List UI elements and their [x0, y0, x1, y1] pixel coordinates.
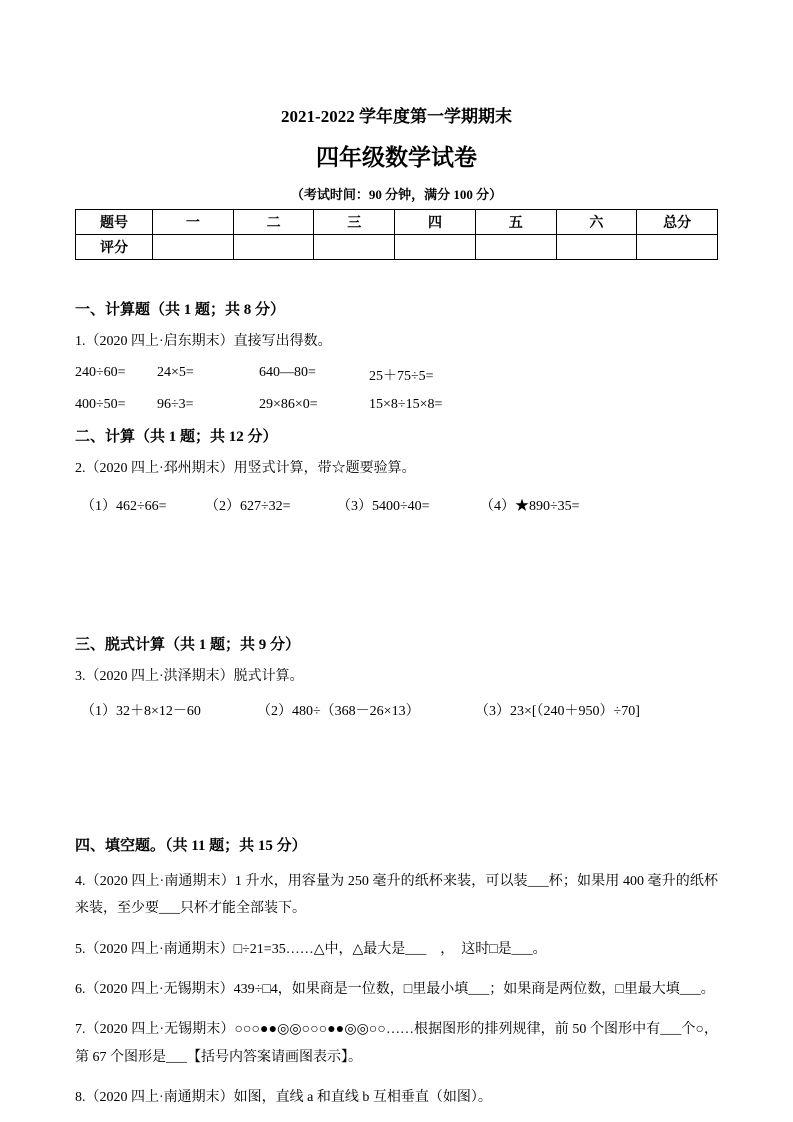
math-expression: 29×86×0=: [259, 396, 318, 412]
math-expression: 15×8÷15×8=: [369, 396, 443, 412]
score-table-header-cell: 二: [233, 210, 314, 235]
score-table-header-cell: 三: [314, 210, 395, 235]
vertical-calc-problems: [75, 495, 718, 515]
score-table-header-cell: 五: [475, 210, 556, 235]
exam-time-info: （考试时间：90 分钟，满分 100 分）: [290, 187, 503, 202]
question8-text: 8.（2020 四上·南通期末）如图，直线 a 和直线 b 互相垂直（如图）。: [75, 1089, 492, 1105]
math-problem: （1）462÷66=: [81, 499, 167, 515]
exam-title-line2: 四年级数学试卷: [316, 145, 477, 170]
score-table-header-cell: 一: [153, 210, 234, 235]
question6-text: 6.（2020 四上·无锡期末）439÷□4，如果商是一位数，□里最小填___；如果商是两位数，□里最大填___。: [75, 981, 715, 997]
math-problem: （1）32＋8×12－60: [81, 704, 201, 720]
question7-text: 7.（2020 四上·无锡期末）○○○●●◎◎○○○●●◎◎○○……根据图形的排列规律，前 50 个图形中有___个○，第 67 个图形是___【括号内答案请画图表示】。: [75, 1022, 718, 1065]
section4-heading: 四、填空题。（共 11 题；共 15 分）: [75, 838, 307, 855]
score-table-header-cell: 题号: [76, 210, 153, 235]
oral-calc-row-1: [75, 365, 718, 385]
math-problem: （3）23×[（240＋950）÷70]: [475, 704, 640, 720]
math-expression: 640—80=: [259, 364, 316, 380]
score-table-header-cell: 六: [556, 210, 637, 235]
math-expression: 240÷60=: [75, 364, 126, 380]
score-row-label: 评分: [76, 235, 153, 260]
math-expression: 400÷50=: [75, 396, 126, 412]
score-cell-empty: [556, 235, 637, 260]
math-problem: （2）480÷（368－26×13）: [257, 704, 420, 720]
step-calc-problems: [75, 700, 718, 720]
math-expression: 25＋75÷5=: [369, 368, 434, 384]
question2-label: 2.（2020 四上·邳州期末）用竖式计算，带☆题要验算。: [75, 460, 416, 476]
score-cell-empty: [637, 235, 718, 260]
score-table-score-row: [76, 235, 718, 260]
section1-heading: 一、计算题（共 1 题；共 8 分）: [75, 302, 286, 318]
score-table-header-row: [76, 210, 718, 235]
score-cell-empty: [233, 235, 314, 260]
math-problem: （3）5400÷40=: [337, 499, 430, 515]
oral-calc-row-2: [75, 397, 718, 413]
question1-label: 1.（2020 四上·启东期末）直接写出得数。: [75, 334, 332, 349]
score-table: [75, 209, 718, 260]
math-expression: 96÷3=: [157, 396, 194, 412]
score-cell-empty: [314, 235, 395, 260]
section2-heading: 二、计算（共 1 题；共 12 分）: [75, 428, 278, 445]
math-problem: （4）★890÷35=: [480, 499, 580, 515]
score-cell-empty: [395, 235, 476, 260]
score-cell-empty: [153, 235, 234, 260]
working-space: [75, 720, 718, 824]
working-space: [75, 515, 718, 633]
question5-text: 5.（2020 四上·南通期末）□÷21=35……△中，△最大是___ ， 这时□是___。: [75, 941, 547, 957]
math-expression: 24×5=: [157, 364, 194, 380]
question3-label: 3.（2020 四上·洪泽期末）脱式计算。: [75, 669, 304, 685]
exam-title-line1: 2021-2022 学年度第一学期期末: [281, 107, 512, 126]
section3-heading: 三、脱式计算（共 1 题；共 9 分）: [75, 637, 301, 654]
question4-text: 4.（2020 四上·南通期末）1 升水，用容量为 250 毫升的纸杯来装，可以装___杯；如果用 400 毫升的纸杯来装，至少要___只杯才能全部装下。: [75, 874, 718, 917]
score-table-header-cell: 四: [395, 210, 476, 235]
math-problem: （2）627÷32=: [205, 499, 291, 515]
score-table-header-cell: 总分: [637, 210, 718, 235]
score-cell-empty: [475, 235, 556, 260]
